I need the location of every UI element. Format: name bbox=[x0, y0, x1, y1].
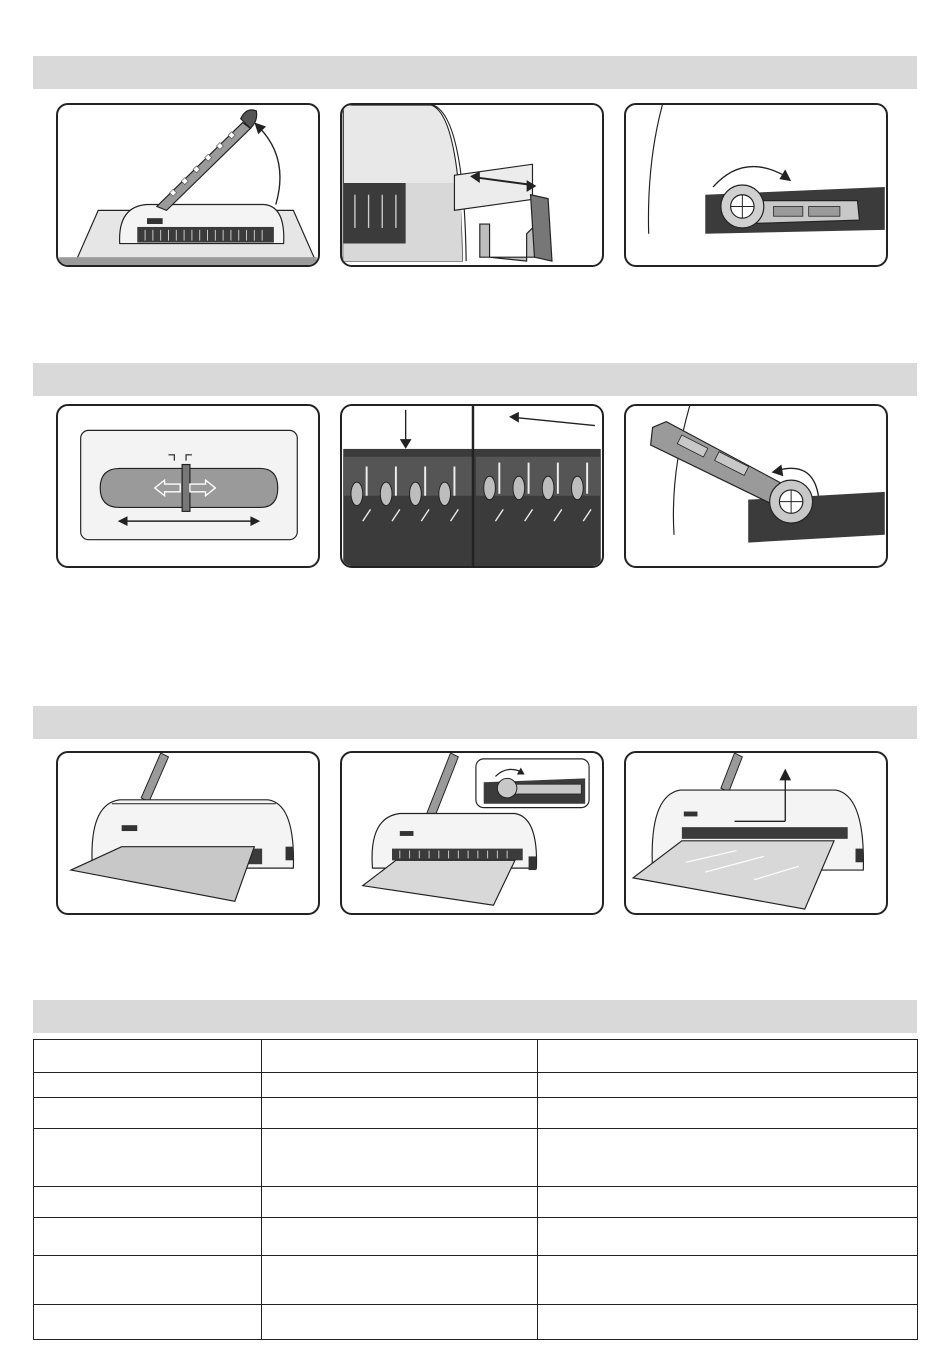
illustration-insert-paper bbox=[56, 751, 320, 915]
table-row bbox=[34, 1040, 918, 1073]
table-cell bbox=[34, 1305, 262, 1340]
table-row bbox=[34, 1187, 918, 1218]
handle-back-illustration bbox=[626, 406, 886, 566]
binder-with-lever-illustration bbox=[58, 105, 318, 265]
table-cell bbox=[538, 1187, 918, 1218]
specifications-table bbox=[33, 1039, 918, 1340]
table-row bbox=[34, 1098, 918, 1129]
table-row bbox=[34, 1305, 918, 1340]
table-cell bbox=[538, 1073, 918, 1098]
table-cell bbox=[262, 1129, 538, 1187]
illustration-margin-guide-adjust bbox=[340, 103, 604, 267]
illustration-remove-document bbox=[624, 751, 888, 915]
punch-paper-illustration bbox=[342, 753, 602, 913]
illustration-comb-opener-raised bbox=[56, 103, 320, 267]
table-cell bbox=[262, 1040, 538, 1073]
table-cell bbox=[262, 1073, 538, 1098]
illustration-punch-paper bbox=[340, 751, 604, 915]
punch-pins-illustration bbox=[342, 406, 602, 566]
table-cell bbox=[34, 1129, 262, 1187]
remove-document-illustration bbox=[626, 753, 886, 913]
table-cell bbox=[538, 1256, 918, 1305]
margin-guide-illustration bbox=[342, 105, 602, 265]
section-header-setup bbox=[33, 56, 917, 89]
table-cell bbox=[538, 1305, 918, 1340]
illustration-depth-selector bbox=[56, 404, 320, 568]
table-cell bbox=[34, 1187, 262, 1218]
table-cell bbox=[34, 1256, 262, 1305]
table-cell bbox=[538, 1218, 918, 1256]
table-cell bbox=[34, 1218, 262, 1256]
table-cell bbox=[262, 1305, 538, 1340]
table-row bbox=[34, 1218, 918, 1256]
table-cell bbox=[262, 1256, 538, 1305]
table-row bbox=[34, 1256, 918, 1305]
handle-forward-illustration bbox=[626, 105, 886, 265]
section-header-binding bbox=[33, 706, 917, 739]
insert-paper-illustration bbox=[58, 753, 318, 913]
illustration-punch-pins bbox=[340, 404, 604, 568]
section-header-specifications bbox=[33, 1000, 917, 1033]
table-cell bbox=[262, 1218, 538, 1256]
table-cell bbox=[34, 1098, 262, 1129]
illustration-handle-rotate-back bbox=[624, 404, 888, 568]
table-cell bbox=[34, 1073, 262, 1098]
section-header-adjust bbox=[33, 363, 917, 396]
table-row bbox=[34, 1073, 918, 1098]
depth-selector-illustration bbox=[58, 406, 318, 566]
table-cell bbox=[538, 1098, 918, 1129]
table-row bbox=[34, 1129, 918, 1187]
table-cell bbox=[262, 1187, 538, 1218]
table-cell bbox=[262, 1098, 538, 1129]
table-cell bbox=[538, 1040, 918, 1073]
table-cell bbox=[34, 1040, 262, 1073]
illustration-handle-rotate-forward bbox=[624, 103, 888, 267]
table-cell bbox=[538, 1129, 918, 1187]
